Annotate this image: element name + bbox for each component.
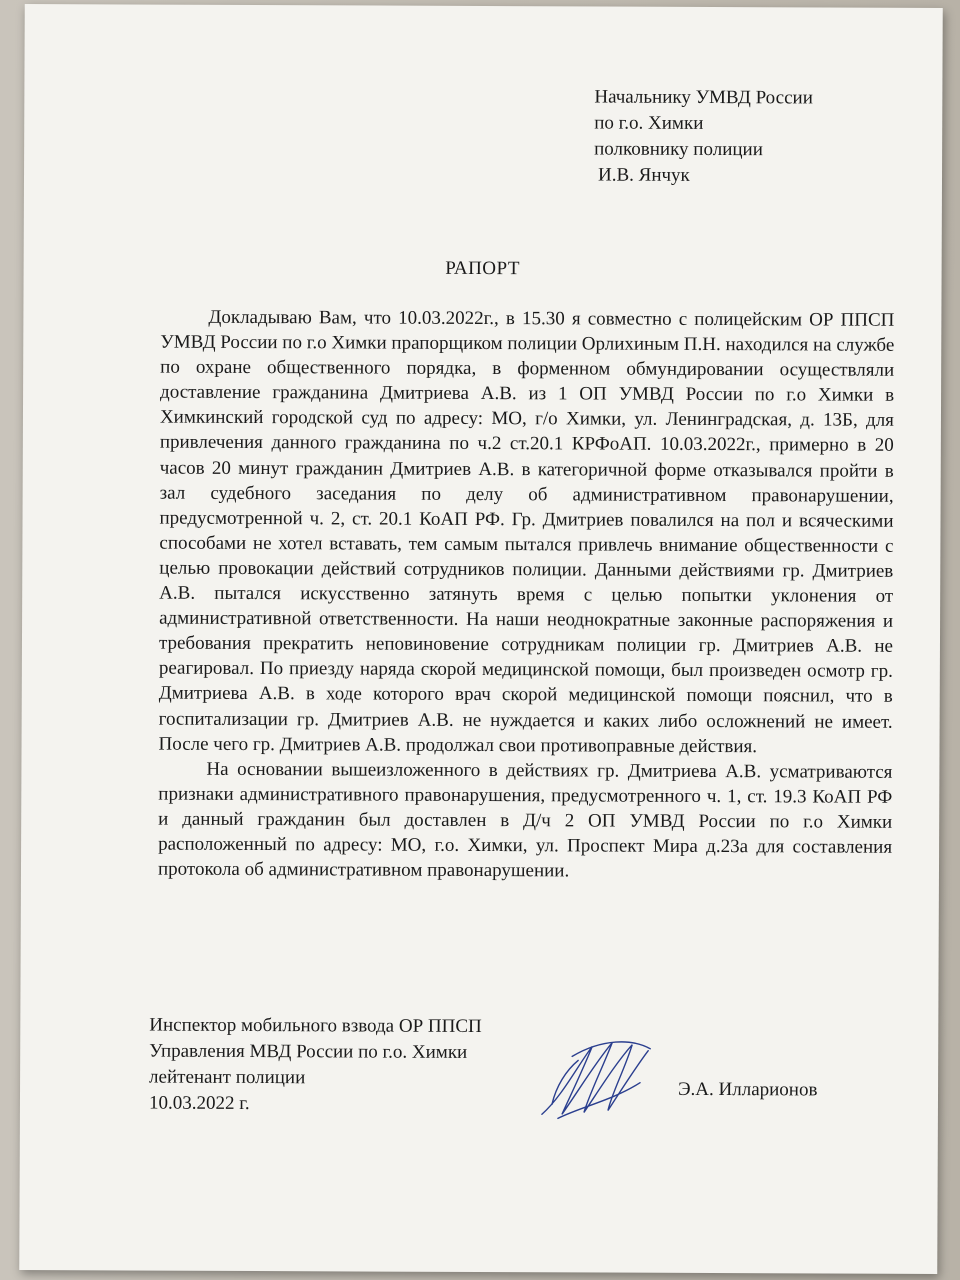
document-title: РАПОРТ	[445, 257, 521, 280]
signatory-position-line-2: Управления МВД России по г.о. Химки	[149, 1040, 468, 1063]
addressee-block	[594, 84, 813, 189]
paragraph-1: Докладываю Вам, что 10.03.2022г., в 15.30 я совместно с полицейским ОР ППСП УМВД России по г.о Химки прапорщиком полиции Орлихиным П.Н. находился на службе по охране общественного порядка, в форменном обмундировании осуществляли доставление гражданина Дмитриева А.В. из 1 ОП УМВД России по г.о Химки в Химкинский городской суд по адресу: МО, г/о Химки, ул. Ленинградская, д. 13Б, для привлечения данного гражданина по ч.2 ст.20.1 КРФоАП. 10.03.2022г., примерно в 20 часов 20 минут гражданин Дмитриев А.В. в категоричной форме отказывался пройти в зал судебного заседания по делу об административном правонарушении, предусмотренной ч. 2, ст. 20.1 КоАП РФ. Гр. Дмитриев повалился на пол и всяческими способами не хотел вставать, тем самым пытался привлечь внимание общественности с целью провокации действий сотрудников полиции. Данными действиями гр. Дмитриев А.В. пытался искусственно затянуть время с целью попытки уклонения от административной ответственности. На наши неоднократные законные распоряжения и требования прекратить неповиновение сотрудникам полиции гр. Дмитриев А.В. не реагировал. По приезду наряда скорой медицинской помощи, был произведен осмотр гр. Дмитриева А.В. в ходе которого врач скорой медицинской помощи пояснил, что в госпитализации гр. Дмитриев А.В. не нуждается и каких либо осложнений не имеет. После чего гр. Дмитриев А.В. продолжал свои противоправные действия.	[158, 306, 895, 757]
signatory-block	[149, 1013, 482, 1118]
paragraph-2: На основании вышеизложенного в действиях гр. Дмитриева А.В. усматриваются признаки административного правонарушения, предусмотренного ч. 1, ст. 19.3 КоАП РФ и данный гражданин был доставлен в Д/ч 2 ОП УМВД России по г.о Химки расположенный по адресу: МО, г.о. Химки, ул. Проспект Мира д.23а для составления протокола об административном правонарушении.	[157, 758, 893, 882]
signature-date: 10.03.2022 г.	[148, 1092, 250, 1114]
addressee-line-4: И.В. Янчук	[597, 164, 690, 186]
addressee-line-3: полковнику полиции	[594, 138, 763, 161]
document-sheet	[19, 4, 943, 1274]
signatory-rank: лейтенант полиции	[149, 1066, 306, 1089]
addressee-line-2: по г.о. Химки	[594, 112, 704, 134]
handwritten-signature	[532, 1026, 662, 1127]
addressee-line-1: Начальнику УМВД России	[594, 86, 813, 109]
signatory-name: Э.А. Илларионов	[677, 1078, 818, 1101]
signatory-position-line-1: Инспектор мобильного взвода ОР ППСП	[149, 1014, 482, 1038]
report-body	[158, 305, 895, 885]
